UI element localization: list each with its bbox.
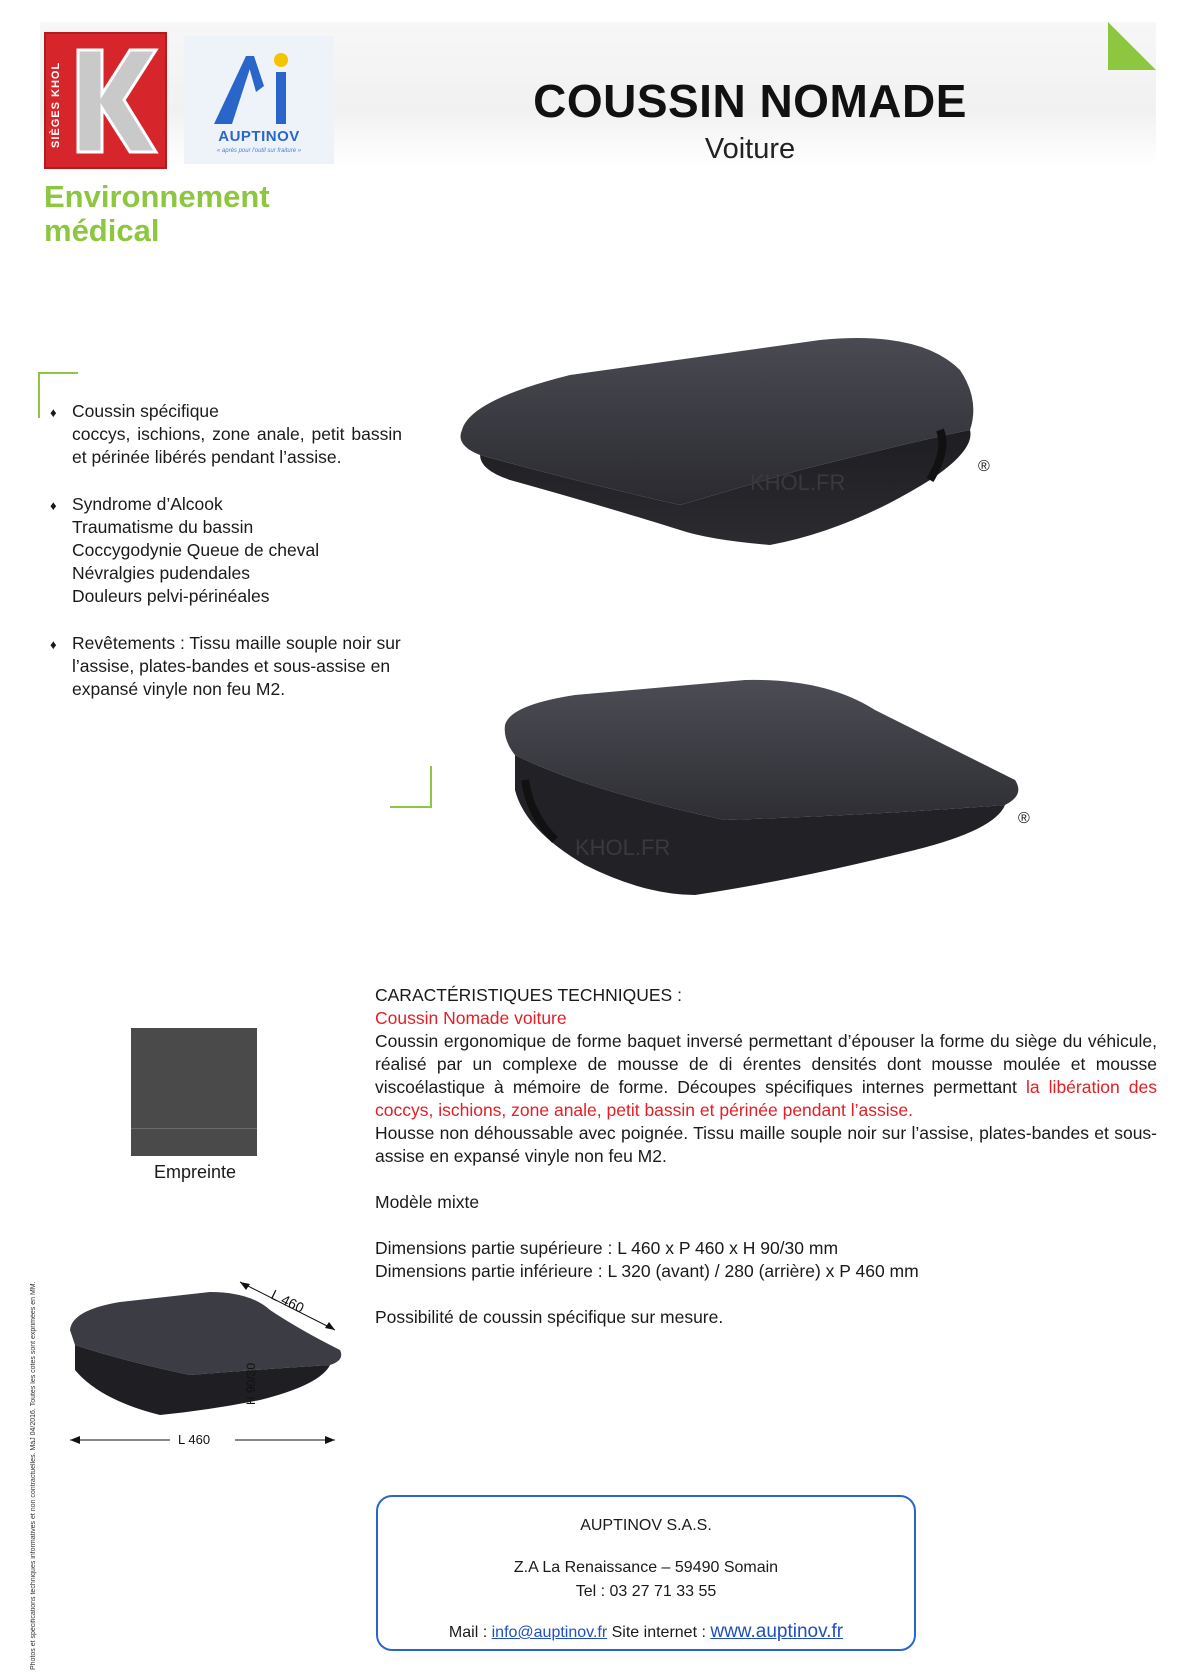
- technical-specs: [375, 984, 1157, 1329]
- empreinte-swatch: [131, 1028, 257, 1156]
- site-link[interactable]: www.auptinov.fr: [710, 1621, 844, 1642]
- length-dimension-label: L 460: [178, 1432, 211, 1447]
- footer-links: [378, 1621, 914, 1643]
- registered-mark: ®: [1018, 810, 1030, 827]
- auptinov-a-icon: [184, 36, 334, 131]
- site-label: Site internet :: [611, 1624, 706, 1641]
- diag-dimension-label: L 460: [268, 1286, 307, 1316]
- registered-mark: ®: [978, 458, 990, 475]
- footer-company: AUPTINOV S.A.S.: [580, 1517, 712, 1534]
- corner-triangle: [1108, 22, 1156, 70]
- specs-housse: Housse non déhoussable avec poignée. Tissu maille souple noir sur l’assise, plates-bandes et sous-assise en expansé vinyle non feu M2.: [375, 1123, 1157, 1166]
- page-title: COUSSIN NOMADE: [533, 75, 967, 127]
- height-dimension-label: H 90/30: [244, 1362, 258, 1405]
- diamond-bullet-icon: ♦: [50, 637, 57, 652]
- footer-tel: Tel : 03 27 71 33 55: [575, 1583, 717, 1600]
- category-heading: Environnement médical: [44, 179, 270, 248]
- swatch-label: Empreinte: [153, 1162, 237, 1182]
- cushion-photo-top: [450, 330, 1010, 560]
- khol-k-icon: [44, 32, 167, 169]
- watermark-text: KHOL.FR: [750, 470, 846, 495]
- page-subtitle: Voiture: [704, 133, 796, 165]
- side-note-text: Photos et spécifications techniques informatives et non contractuelles. MàJ 04/2016. Toutes les cotes sont exprimées en MM.: [30, 1281, 37, 1670]
- feature-item: [46, 493, 322, 608]
- mail-label: Mail :: [448, 1624, 488, 1641]
- feature-item: [46, 632, 417, 701]
- khol-logo: [44, 32, 167, 169]
- feature-title: Coussin spécifique: [72, 401, 219, 421]
- feature-list: [46, 400, 416, 725]
- feature-item: [46, 400, 416, 469]
- auptinov-tagline: « après pour l'outil sur fraiture »: [216, 148, 302, 154]
- khol-logo-text: SIÈGES KHOL: [50, 61, 62, 149]
- side-note: [30, 1150, 50, 1670]
- feature-text: Traumatisme du bassin Coccygodynie Queue de cheval Névralgies pudendales Douleurs pelvi-périnéales: [72, 517, 320, 606]
- auptinov-logo: [184, 36, 334, 164]
- mail-link[interactable]: info@auptinov.fr: [491, 1624, 608, 1641]
- specs-description-highlight: la libération des coccys, ischions, zone anale, petit bassin et périnée pendant l’assise.: [375, 1077, 1158, 1120]
- feature-title: Revêtements : Tissu maille souple noir sur l’assise, plates-bandes et sous-assise en expansé vinyle non feu M2.: [72, 633, 401, 699]
- watermark-text: KHOL.FR: [575, 835, 671, 860]
- feature-title: Syndrome d’Alcook: [72, 494, 223, 514]
- specs-heading: CARACTÉRISTIQUES TECHNIQUES :: [375, 985, 682, 1005]
- bracket-bottom-right: [390, 766, 432, 808]
- footer-address: Z.A La Renaissance – 59490 Somain: [513, 1559, 779, 1576]
- cushion-photo-bottom: [495, 670, 1035, 920]
- specs-model: Modèle mixte: [375, 1192, 480, 1212]
- feature-text: coccys, ischions, zone anale, petit bassin et périnée libérés pendant l’assise.: [72, 424, 402, 467]
- diamond-bullet-icon: ♦: [50, 405, 57, 420]
- specs-dim-bottom: Dimensions partie inférieure : L 320 (avant) / 280 (arrière) x P 460 mm: [375, 1261, 919, 1281]
- specs-product-name: Coussin Nomade voiture: [375, 1008, 567, 1028]
- diamond-bullet-icon: ♦: [50, 498, 57, 513]
- specs-dim-top: Dimensions partie supérieure : L 460 x P 460 x H 90/30 mm: [375, 1238, 839, 1258]
- dimension-drawing: [60, 1270, 360, 1460]
- specs-description: Coussin ergonomique de forme baquet inversé permettant d’épouser la forme du siège du véhicule, réalisé par un complexe de mousse de di érentes densités dont mousse moulée et mousse viscoélastique à mémoire de forme. Découpes spécifiques internes permettant la libération des coccys, ischions, zone anale, petit bassin et périnée pendant l’assise.: [375, 1031, 1158, 1120]
- footer-contact-box: [376, 1495, 916, 1651]
- auptinov-wordmark: AUPTINOV: [218, 128, 300, 145]
- specs-custom: Possibilité de coussin spécifique sur mesure.: [375, 1307, 724, 1327]
